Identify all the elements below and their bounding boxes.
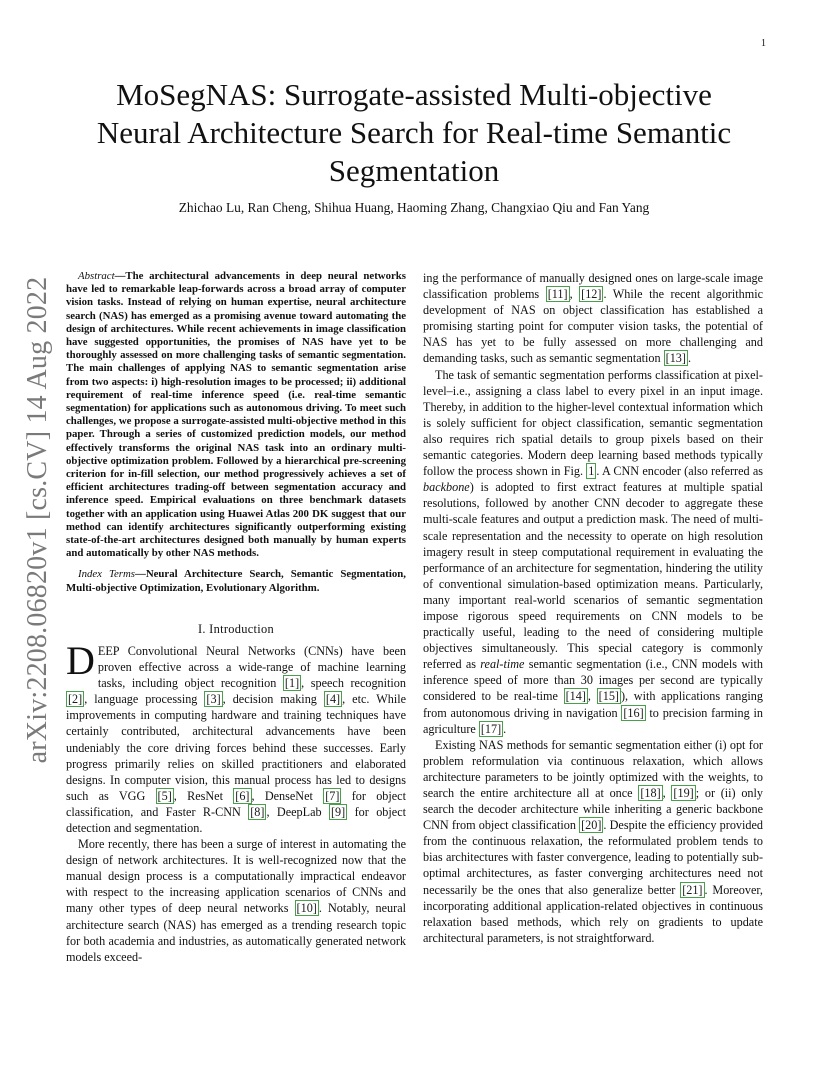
body-text: .	[687, 351, 692, 366]
body-text: , ResNet	[173, 788, 234, 803]
body-text: . A CNN encoder (also referred as	[596, 464, 764, 479]
body-text: . Moreover, incorporating additional application-related objectives in continuous relaxation based methods, which rely on gradients to update architectural parameters, is not straightforward.	[423, 882, 763, 945]
right-paragraph-2	[423, 367, 763, 737]
author-list: Zhichao Lu, Ran Cheng, Shihua Huang, Haoming Zhang, Changxiao Qiu and Fan Yang	[178, 200, 650, 215]
arxiv-sidebar	[20, 276, 56, 764]
body-text: ,	[662, 786, 672, 800]
title-line-2: Neural Architecture Search for Real-time Semantic	[96, 115, 732, 150]
body-text: , DenseNet	[251, 788, 324, 803]
body-text: . Notably, neural architecture search (NAS) has emerged as a trending research topic for both academia and industries, as automatically generated network models exceed-	[66, 901, 406, 964]
citation-link[interactable]: [6]	[235, 788, 250, 803]
body-text: , etc. While improvements in computing hardware and training techniques have certainly contributed, architectural advancements have been undeniably the core driving forces behind these successes. Early progress primarily relies on skilled practitioners and elaborated designs. In computer vision, this manual process has led to designs such as VGG	[66, 692, 407, 803]
abstract-text: —The architectural advancements in deep neural networks have led to remarkable leap-forwards across a broad array of computer vision tasks. Instead of relying on human expertise, neural architecture search (NAS) has emerged as a promising avenue toward automating the design of architectures. While recent achievements in image classification have suggested opportunities, the promises of NAS have yet to be thoroughly assessed on more challenging tasks of semantic segmentation. The main challenges of applying NAS to semantic segmentation arise from two aspects: i) high-resolution images to be processed; ii) additional requirement of real-time inference speed (i.e. real-time semantic segmentation) for applications such as autonomous driving. To meet such challenges, we propose a surrogate-assisted multi-objective method in this paper. Through a series of customized prediction models, our method effectively transforms the original NAS task into an ordinary multi-objective optimization problem. Followed by a hierarchical pre-screening criterion for in-fill selection, our method progressively achieves a set of efficient architectures trading-off between segmentation accuracy and inference speed. Empirical evaluations on three benchmark datasets together with an application using Huawei Atlas 200 DK suggest that our method can identify architectures significantly outperforming existing state-of-the-art architectures designed both manually by human experts and automatically by other NAS methods.	[66, 270, 406, 560]
citation-link[interactable]: [18]	[640, 786, 661, 800]
title-line-3: Segmentation	[328, 153, 500, 188]
body-text: ing the performance of manually designed ones on large-scale image classification problems	[423, 271, 763, 302]
body-text: Existing NAS methods for semantic segmentation either (i) opt for problem reformulation via continuous relaxation, which allows architecture parameters to be jointly optimized with the weights, to search the entire architecture all at once	[423, 737, 763, 800]
body-text: for object detection and segmentation.	[66, 804, 406, 835]
body-text: , language processing	[84, 692, 205, 707]
citation-link[interactable]: [15]	[598, 689, 619, 704]
citation-link[interactable]: [19]	[673, 786, 694, 800]
index-terms-text: —Neural Architecture Search, Semantic Segmentation, Multi-objective Optimization, Evolutionary Algorithm.	[66, 568, 406, 594]
intro-paragraph-1	[66, 637, 407, 836]
citation-link[interactable]: [16]	[623, 705, 644, 720]
body-text: , decision making	[222, 692, 324, 707]
citation-link[interactable]: [21]	[682, 882, 703, 897]
right-column	[423, 270, 763, 946]
index-terms-lead: Index Terms	[78, 568, 136, 581]
body-text: ; or (ii) only search the decoder architecture while inheriting a generic backbone CNN from object classification	[423, 786, 764, 833]
citation-link[interactable]: [14]	[565, 689, 586, 704]
intro-paragraph-2	[66, 836, 406, 965]
body-text: ), with applications ranging from autonomous driving in navigation	[423, 689, 763, 720]
citation-link[interactable]: [20]	[581, 818, 602, 833]
page-number: 1	[761, 38, 766, 49]
body-text: to precision farming in agriculture	[423, 705, 763, 736]
right-paragraph-3	[423, 737, 763, 946]
left-column	[66, 270, 406, 965]
body-text: semantic segmentation (i.e., CNN models with inference speed of more than 30 images per second are typically considered to be real-time	[423, 657, 763, 704]
abstract	[66, 270, 406, 560]
citation-link[interactable]: [5]	[157, 788, 172, 803]
body-text: . While the recent algorithmic development of NAS on object classification has established a promising starting point for computer vision tasks, the potential of NAS has yet to be fully assessed on more challenging and demanding tasks, such as semantic segmentation	[423, 287, 763, 366]
citation-link[interactable]: [2]	[68, 692, 83, 707]
citation-link[interactable]: [8]	[250, 804, 265, 819]
citation-link[interactable]: [4]	[325, 692, 341, 707]
body-text: for object classification, and Faster R-CNN	[66, 788, 406, 819]
body-text: ) is adopted to first extract features at multiple spatial resolutions, followed by another CNN decoder to aggregate these multi-scale features and output a prediction mask. The need of multi-scale representation and the necessity to operate on high resolution imagery result in steep computational requirement in evaluating the performance of an architecture for segmentation, hindering the utility of conventional simulation-based optimization means. Particularly, many important real-world scenarios of semantic segmentation impose rigorous speed requirements on CNN models to be practically useful, leading to the need of considering multiple objectives simultaneously. This special category is commonly referred as	[423, 480, 763, 672]
figure-link[interactable]: 1	[588, 464, 595, 479]
right-paragraph-1	[423, 270, 763, 367]
title-line-1: MoSegNAS: Surrogate-assisted Multi-objective	[116, 77, 712, 112]
body-text: ,	[569, 287, 580, 302]
drop-cap: D	[66, 637, 95, 683]
body-text: . Despite the efficiency provided from the continuous relaxation, the reformulated problem tends to bias architectures with faster convergence, leading to potentially sub-optimal architectures, as faster converging architectures need not necessarily be the ones that also generalize better	[423, 818, 763, 897]
citation-link[interactable]: [9]	[330, 804, 346, 819]
citation-link[interactable]: [1]	[284, 676, 300, 691]
body-text: ,	[587, 689, 597, 704]
citation-link[interactable]: [17]	[480, 721, 502, 736]
arxiv-identifier: arXiv:2208.06820v1 [cs.CV] 14 Aug 2022	[22, 276, 53, 764]
body-text: The task of semantic segmentation performs classification at pixel-level–i.e., assigning a class label to every pixel in an input image. Thereby, in addition to the higher-level contextual information which is solely sufficient for object classification, semantic segmentation also requires rich spatial details to group pixels based on their semantic categories. Modern deep learning based methods typically follow the process shown in Fig.	[423, 367, 763, 479]
citation-link[interactable]: [3]	[206, 692, 221, 707]
body-text: , speech recognition	[301, 676, 406, 691]
paper-title	[60, 76, 768, 190]
citation-link[interactable]: [12]	[581, 287, 602, 302]
emphasis-backbone: backbone	[423, 480, 470, 495]
citation-link[interactable]: [10]	[296, 901, 317, 916]
body-text: More recently, there has been a surge of interest in automating the design of network architectures. It is well-recognized now that the manual design process is a computationally impractical endeavor with respect to the increasing application scenarios of CNNs and many other types of deep neural networks	[66, 837, 406, 916]
body-text: , DeepLab	[266, 804, 329, 819]
body-text: EEP Convolutional Neural Networks (CNNs) have been proven effective across a wide-range of machine learning tasks, including object recognition	[97, 643, 406, 691]
abstract-lead: Abstract	[78, 270, 115, 282]
citation-link[interactable]: [11]	[547, 287, 568, 302]
citation-link[interactable]: [7]	[325, 788, 340, 803]
citation-link[interactable]: [13]	[665, 351, 686, 366]
emphasis-real-time: real-time	[480, 657, 525, 672]
index-terms	[66, 568, 406, 594]
body-text: .	[503, 721, 507, 736]
section-heading-introduction: I. Introduction	[197, 621, 275, 636]
